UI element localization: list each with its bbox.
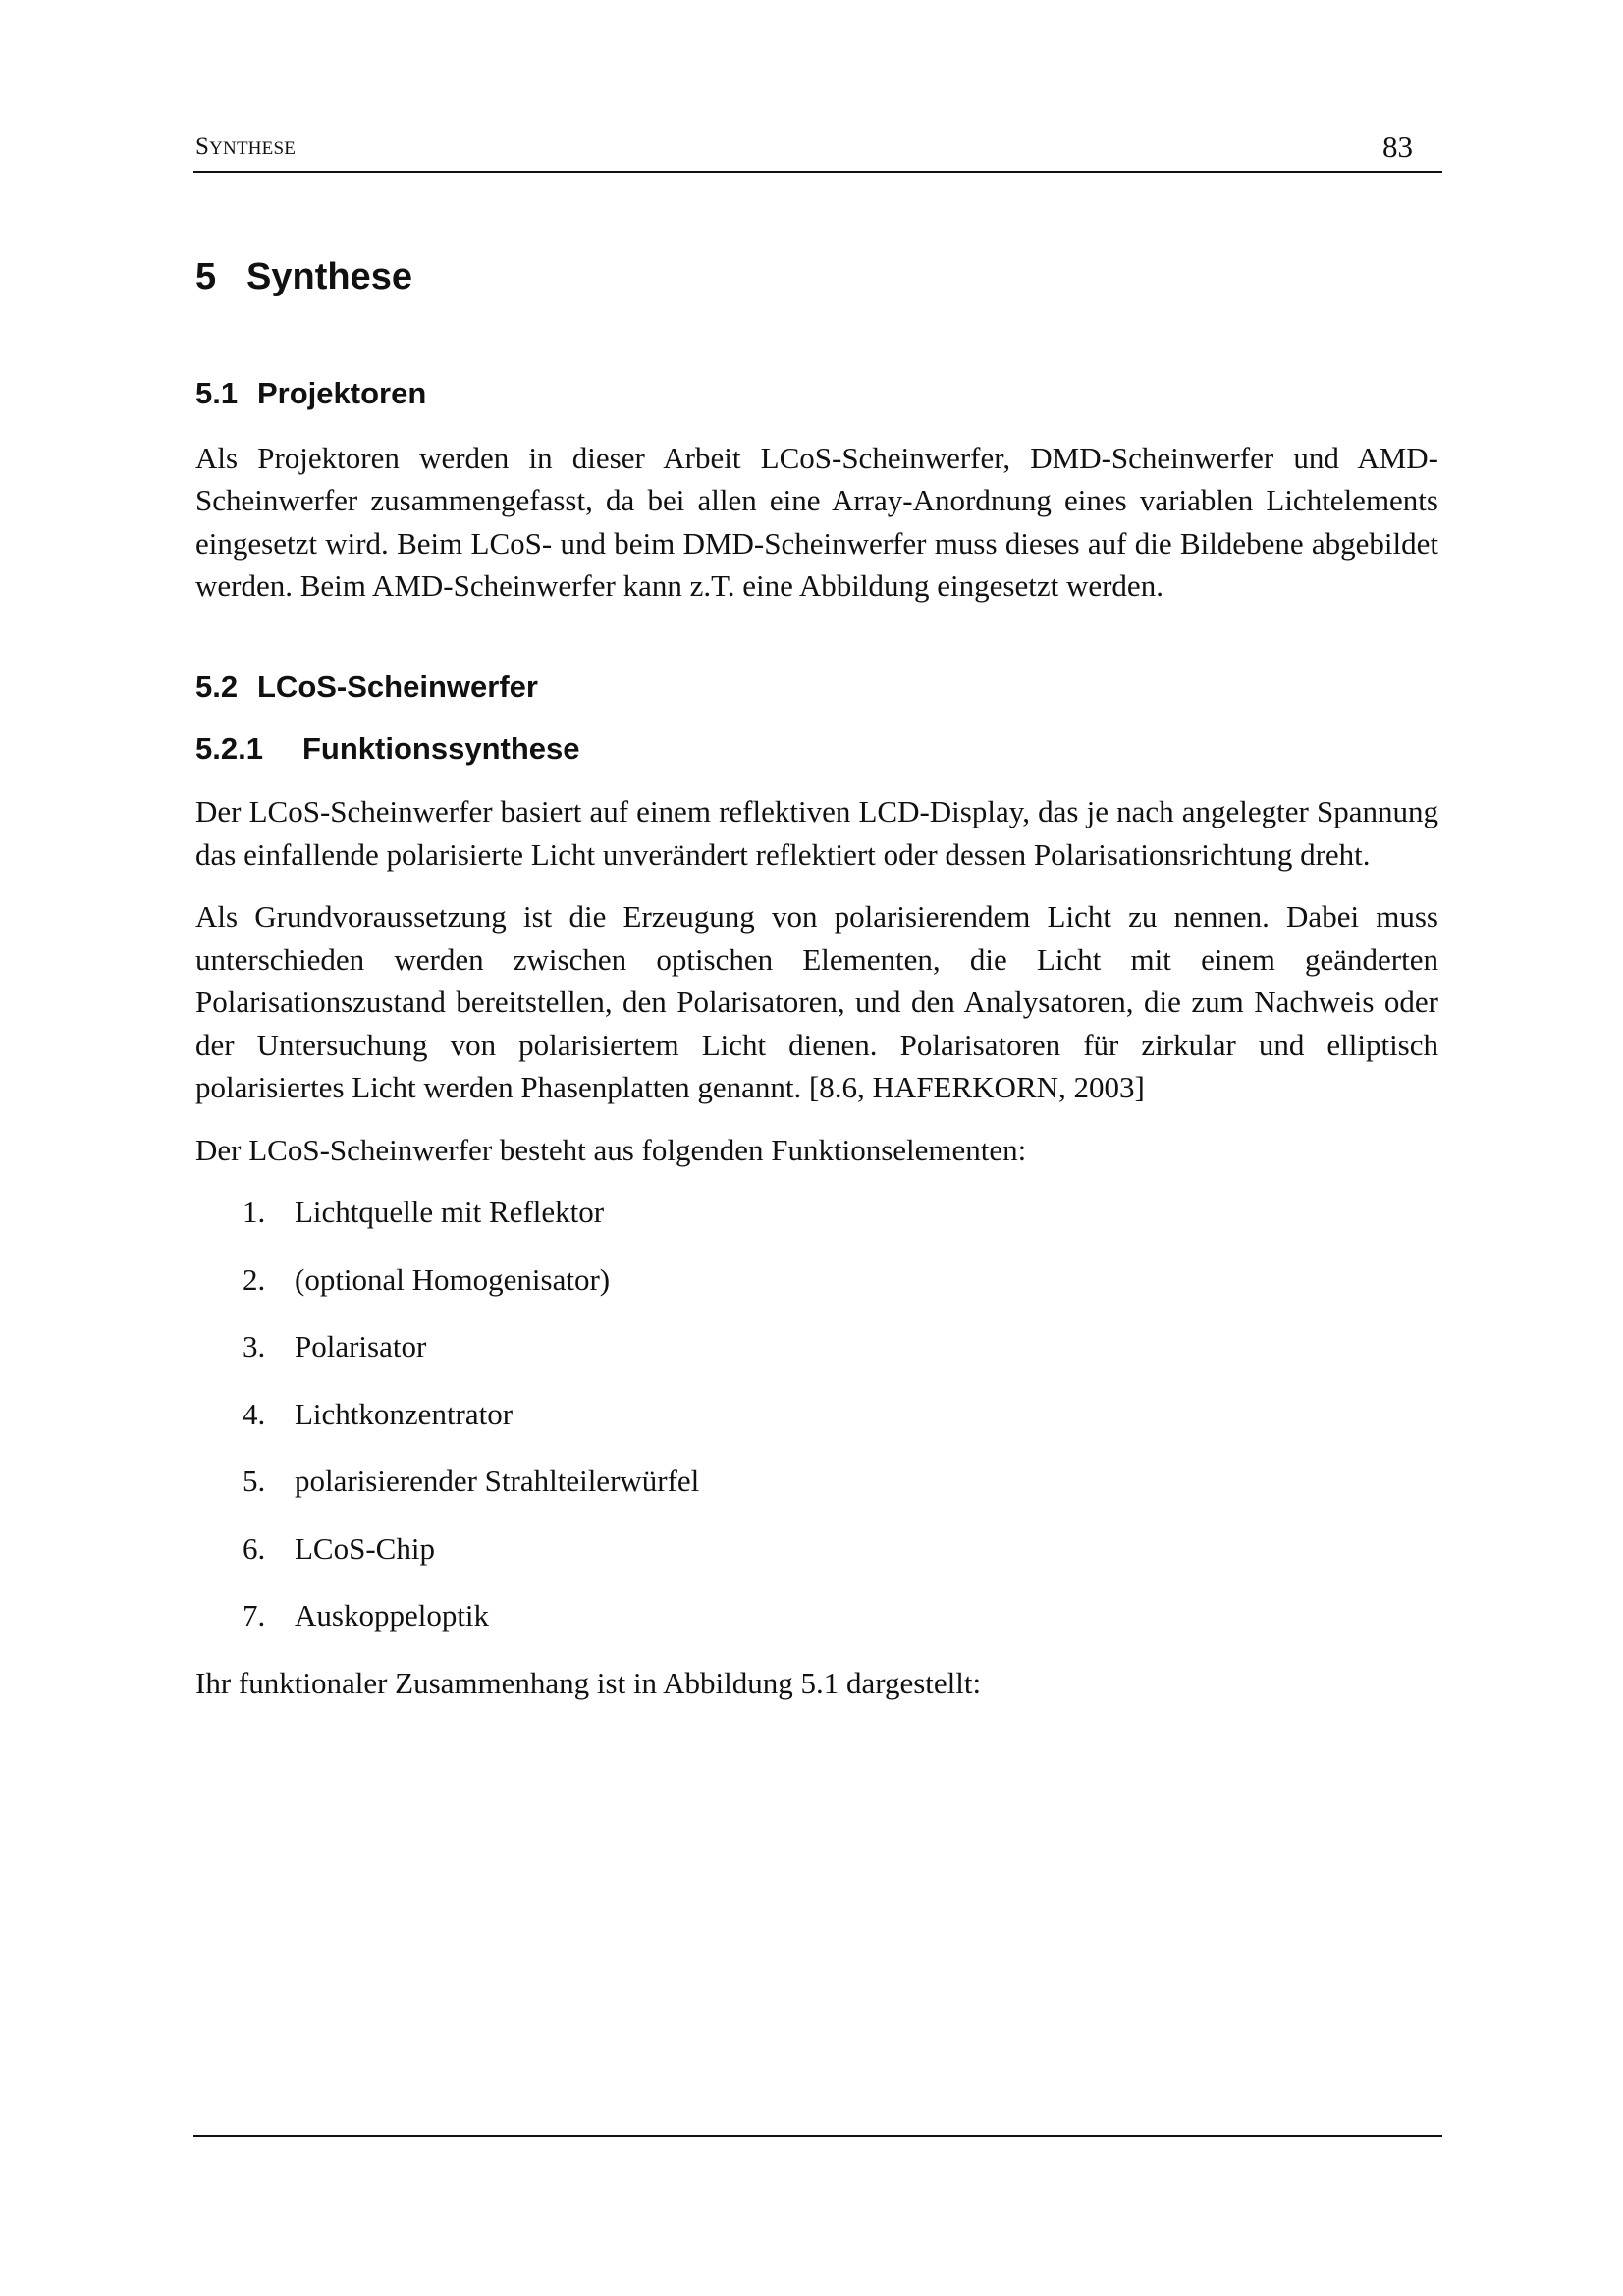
- chapter-title: Synthese: [246, 256, 412, 297]
- paragraph-lcos-basis: Der LCoS-Scheinwerfer basiert auf einem reflektiven LCD-Display, das je nach angelegter Spannung das einfallende polarisierte Licht unverändert reflektiert oder dessen Polarisationsrichtung dreht.: [195, 794, 1438, 872]
- chapter-heading: [195, 255, 1438, 300]
- section-heading-5-2: [195, 668, 1438, 705]
- section-heading-5-1: [195, 375, 1438, 411]
- paragraph-abbildung-reference: Ihr funktionaler Zusammenhang ist in Abbildung 5.1 dargestellt:: [195, 1665, 982, 1700]
- page-content: [195, 255, 1438, 1724]
- subsection-heading-5-2-1: [195, 730, 1438, 767]
- page-number: 83: [1382, 130, 1413, 164]
- section-number: 5.1: [195, 375, 239, 410]
- running-header-title: SYNTHESE: [195, 133, 297, 160]
- list-item: 4. Lichtkonzentrator: [243, 1396, 514, 1431]
- subsection-number: 5.2.1: [195, 730, 263, 766]
- list-item: 3. Polarisator: [243, 1329, 427, 1364]
- paragraph-funktionselemente-intro: Der LCoS-Scheinwerfer besteht aus folgenden Funktionselementen:: [195, 1132, 1027, 1167]
- subsection-title: Funktionssynthese: [302, 730, 580, 766]
- list-item: 2. (optional Homogenisator): [243, 1261, 611, 1297]
- list-item: 7. Auskoppeloptik: [243, 1598, 490, 1633]
- list-item: 6. LCoS-Chip: [243, 1530, 435, 1566]
- chapter-number: 5: [195, 256, 217, 297]
- section-title: LCoS-Scheinwerfer: [257, 668, 538, 704]
- list-item: 1. Lichtquelle mit Reflektor: [243, 1195, 605, 1230]
- footer-rule: [193, 2135, 1442, 2137]
- document-page: [193, 0, 1442, 2296]
- list-item: 5. polarisierender Strahlteilerwürfel: [243, 1464, 700, 1499]
- running-header: [193, 128, 1442, 173]
- paragraph-projektoren: Als Projektoren werden in dieser Arbeit LCoS-Scheinwerfer, DMD-Scheinwerfer und AMD-Scheinwerfer zusammengefasst, da bei allen eine Array-Anordnung eines variablen Lichtelements eingesetzt wird. Beim LCoS- und beim DMD-Scheinwerfer muss dieses auf die Bildebene abgebildet werden. Beim AMD-Scheinwerfer kann z.T. eine Abbildung eingesetzt werden.: [195, 440, 1438, 604]
- paragraph-grundvoraussetzung: Als Grundvoraussetzung ist die Erzeugung von polarisierendem Licht zu nennen. Dabei muss unterschieden werden zwischen optischen Elementen, die Licht mit einem geänderten Polarisationszustand bereitstellen, den Polarisatoren, und den Analysatoren, die zum Nachweis oder der Untersuchung von polarisiertem Licht dienen. Polarisatoren für zirkular und elliptisch polarisiertes Licht werden Phasenplatten genannt. [8.6, HAFERKORN, 2003]: [195, 899, 1438, 1105]
- section-number: 5.2: [195, 668, 239, 704]
- function-elements-list: [195, 1191, 1438, 1637]
- section-title: Projektoren: [257, 375, 427, 410]
